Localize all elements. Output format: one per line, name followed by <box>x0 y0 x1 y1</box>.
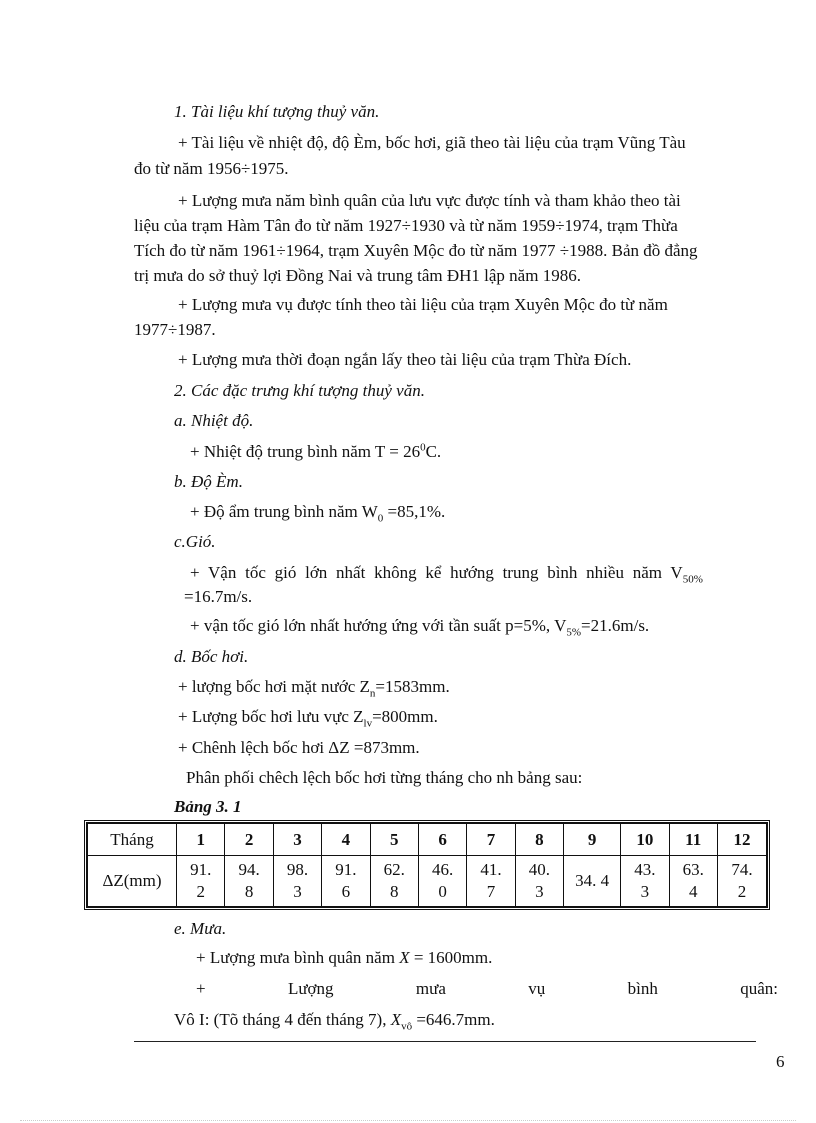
value-cell: 63. 4 <box>669 856 717 908</box>
evaporation-line-1: + lượng bốc hơi mặt nước $Z_n=1583mm$. <box>178 677 450 700</box>
table-row-label: ΔZ(mm) <box>87 856 177 908</box>
section-2-title: 2. Các đặc trưng khí tượng thuỷ văn. <box>174 381 425 400</box>
table-value-row <box>87 856 767 908</box>
value-cell: 74. 2 <box>717 856 767 908</box>
table-header-row <box>87 823 767 856</box>
month-cell: 5 <box>370 823 418 856</box>
value-cell: 94. 8 <box>225 856 273 908</box>
evaporation-table <box>86 822 768 908</box>
humidity-line: + Độ ẩm trung bình năm $W_0 =85,1\%$. <box>190 502 446 525</box>
table-header-label: Tháng <box>87 823 177 856</box>
subsection-d-title: d. Bốc hơi. <box>174 647 249 666</box>
wind-line-3: + vận tốc gió lớn nhất hướng ứng với tần suất p=5%, $V_{5\%}=21.6m/s$. <box>190 616 650 639</box>
month-cell: 2 <box>225 823 273 856</box>
temperature-line: + Nhiệt độ trung bình năm $T = 26^0C$. <box>190 441 442 461</box>
month-cell: 10 <box>621 823 669 856</box>
value-cell: 91. 2 <box>177 856 225 908</box>
subsection-c-title: c.Gió. <box>174 532 216 551</box>
wind-line-1: + Vận tốc gió lớn nhất không kể hướng trung bình nhiều năm $V_{50\%}$ <box>190 563 703 586</box>
page-edge-dotted-line <box>20 1120 796 1121</box>
value-cell: 34. 4 <box>564 856 621 908</box>
subsection-e-title: e. Mưa. <box>174 919 227 938</box>
rain-line-3: Vô I: (Tõ tháng 4 đến tháng 7), $X_{vô} =646.7mm$. <box>174 1010 495 1033</box>
month-cell: 11 <box>669 823 717 856</box>
value-cell: 40. 3 <box>515 856 563 908</box>
s1-paragraph-1-line-1: + Tài liệu về nhiệt độ, độ Èm, bốc hơi, giã theo tài liệu của trạm Vũng Tàu <box>178 133 686 152</box>
s1-paragraph-2-line-3: Tích đo từ năm 1961÷1964, trạm Xuyên Mộc đo từ năm 1977 ÷1988. Bản đồ đẳng <box>134 241 698 260</box>
footer-rule <box>134 1041 756 1042</box>
value-cell: 91. 6 <box>322 856 370 908</box>
rain-line-1: + Lượng mưa bình quân năm X = 1600mm. <box>196 948 493 967</box>
month-cell: 8 <box>515 823 563 856</box>
value-cell: 43. 3 <box>621 856 669 908</box>
s1-paragraph-2-line-4: trị mưa do sở thuỷ lợi Đồng Nai và trung tâm ĐH1 lập năm 1986. <box>134 266 581 285</box>
month-cell: 1 <box>177 823 225 856</box>
month-cell: 4 <box>322 823 370 856</box>
evaporation-line-2: + Lượng bốc hơi lưu vực $Z_{lv}=800mm$. <box>178 707 438 730</box>
value-cell: 41. 7 <box>467 856 515 908</box>
s1-paragraph-4: + Lượng mưa thời đoạn ngắn lấy theo tài liệu của trạm Thừa Đích. <box>178 350 632 369</box>
wind-line-2: =16.7m/s. <box>184 587 253 606</box>
month-cell: 7 <box>467 823 515 856</box>
s1-paragraph-1-line-2: đo từ năm 1956÷1975. <box>134 159 289 178</box>
month-cell: 3 <box>273 823 321 856</box>
subsection-b-title: b. Độ Èm. <box>174 472 243 491</box>
s1-paragraph-2-line-1: + Lượng mưa năm bình quân của lưu vực được tính và tham khảo theo tài <box>178 191 681 210</box>
value-cell: 46. 0 <box>418 856 466 908</box>
rain-line-2: + Lượng mưa vụ bình quân: <box>196 979 778 998</box>
s1-paragraph-3-line-2: 1977÷1987. <box>134 320 216 339</box>
value-cell: 98. 3 <box>273 856 321 908</box>
evaporation-line-3: + Chênh lệch bốc hơi ΔZ =873mm. <box>178 738 420 757</box>
table-caption: Bảng 3. 1 <box>174 797 242 816</box>
section-1-title: 1. Tài liệu khí tượng thuỷ văn. <box>174 102 380 121</box>
month-cell: 9 <box>564 823 621 856</box>
s1-paragraph-3-line-1: + Lượng mưa vụ được tính theo tài liệu của trạm Xuyên Mộc đo từ năm <box>178 295 668 314</box>
subsection-a-title: a. Nhiệt độ. <box>174 411 254 430</box>
page-number: 6 <box>776 1052 785 1071</box>
month-cell: 12 <box>717 823 767 856</box>
evaporation-line-4: Phân phối chêch lệch bốc hơi từng tháng cho nh bảng sau: <box>186 768 583 787</box>
month-cell: 6 <box>418 823 466 856</box>
s1-paragraph-2-line-2: liệu của trạm Hàm Tân đo từ năm 1927÷1930 và từ năm 1959÷1974, trạm Thừa <box>134 216 678 235</box>
value-cell: 62. 8 <box>370 856 418 908</box>
